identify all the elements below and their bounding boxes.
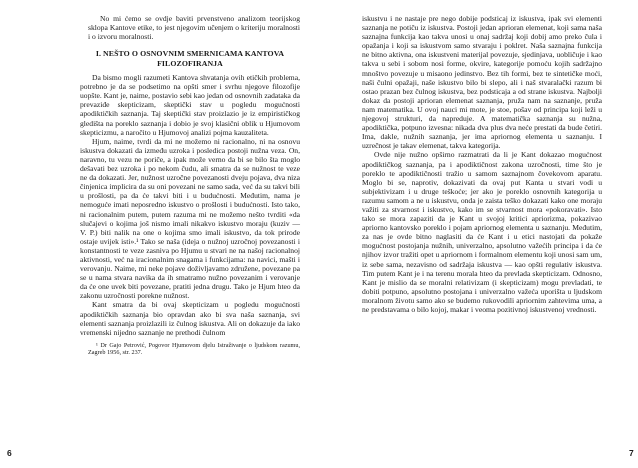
left-page xyxy=(80,14,300,357)
intro-paragraph: No mi ćemo se ovdje baviti prvenstveno analizom teorijskog sklopa Kantove etike, to jest njegovim učenjem o kriteriju moralnosti i o izvoru moralnosti. xyxy=(88,14,300,42)
page-number-left: 6 xyxy=(7,448,12,458)
body-paragraph-2: Hjum, naime, tvrdi da mi ne možemo ni racionalno, ni na osnovu iskustva dokazati da između uzroka i posledica postoji nužna veza. On, naravno, tu vezu ne poriče, a ipak može verno da bi se bilo šta moglo dešavati bez uzroka i po nekom čudu, ali smatra da se nužnost te veze ne da dokazati. Jer, nužnost uzročne povezanosti dveju pojava, dva niza činjenica implicira da su oni povezani ne samo sada, već da su takvi bili u prošlosti, pa da će takvi biti i u budućnosti. Međutim, nama je nemoguće imati neposredno iskustvo o prošlosti i budućnosti. Isto tako, ni racionalnim putem, putem razuma mi ne možemo nešto tvrditi «da slučajevi o kojima još nismo imali nikakvo iskustvo moraju (kuziv — V. P.) biti nalik na one o kojima smo imali iskustvo, da tok prirode ostaje uvijek isti».¹ Tako se naša (ideja o nužnoj uzročnoj povezanosti i konstantnosti te veze zasniva po Hjumu u stvari ne na našoj racionalnoj aktivnosti, već na iracionalnim snagama i funkcijama: na navici, mašti i verovanju. Naime, mi neke pojave doživljavamo združene, povezane pa se u nama stvara navika da ih smatramo nužno povezanim i verovanje da će one uvek biti povezane, pratiti jedna drugu. Tako je Hjum hteo da zakonu uzročnosti porekne nužnost. xyxy=(80,136,300,301)
body-paragraph-continued: iskustvu i ne nastaje pre nego dobije podsticaj iz iskustva, ipak svi elementi saznanja ne potiču iz iskustva. Postoji jedan aprioran elemenat, koji sama naša saznajna funkcija kao takva unosi u onaj sadržaj koji dobij amo preko čula i opažanja i koji sa iskustvom samo stvaraju i poklret. Naša saznajna funkcija ne bitno aktivna, ona iskustveni materijal povezuje, sjedinjava, uobličuje i kao takva u sebi i sobom nosi forme, okvire, kategorije pomoću kojih sadržajno mnoštvo povezuje u misaono jedinstvo. Bez tih formi, bez te sintetičke moći, naši čulni opažaji, naše iskustvo bilo bi slepo, ali i naš stvaralački razum bi ostao prazan bez čulnog iskustva, bez podsticaja a od strane iskustva. Najbolji dokaz da postoji aprioran elemenat saznanja, pruža nam na saznanje, pruža nam matematika. U ovoj nauci mi mote, je stoe, pošav od principa koji leži u njegovoj strukturi, da napreduje. A matematička saznanja su nužna, apodiktička, potpuno izvesna: nikada dva plus dva neće prestati da bude četiri. Ima, dakle, nužnih saznanja, jer ima apriornog elementa u saznanju. I uzrečnost je takav elemenat, takva kategorija. xyxy=(362,14,602,151)
section-heading-line-2: FILOZOFIRANJA xyxy=(157,58,223,68)
page-number-right: 7 xyxy=(629,448,634,458)
body-paragraph-next: Ovde nije nužno opširno razmatrati da li je Kant dokazao mogućnost apodiktičkog saznanja, pa i apodiktičnost zakona uzročnosti, time što je poreklo te apodiktičnosti tražio u samom saznajnom čovekovom aparatu. Moglo bi se, naprotiv, dokazivati da ovaj put Kanta u stvari vodi u subjektivizam i u druge teškoće; jer ako je poreklo osnovnih kategorija u razumu samom a ne u iskustvu, onda je zaista teško dokazati kako one moraju važiti za stvarnost i iskustvo, kako im se stvarnost mora «pokoravati». Isto tako se mora zapaziti da je Kant u svojoj kritici apriorizma, pokazivao apriorno kantovsko poreklo i pojam apriornog elementa u saznanju. Međutim, za nas je ovde bitno naglasiti da će Kant i u etici nastojati da pokaže mogućnost postojanja nužnih, univerzalno, apsolutno važećih principa i da će njihov izvor tražiti opet u apriornom i formalnom elementu koji unosi sam um, iz sebe sama, nezavisno od sadržaja iskustva — kao opšti regulativ iskustva. Tim putem Kant je i na terenu morala hteo da prevlada skepticizam. Odnosno, Kant je mislio da se moralni relativizam (i skepticizam) mogu prevladati, te dobiti potpuno, apsolutno postojana i univerzalno važeća uporišta u ljudskom moralnom životu samo ako se budemo rukovodili apriornim zahtevima uma, a ne predstavama o bilo kojoj, makar i veoma pozitivnoj iskustvenoj vrednosti. xyxy=(362,150,602,314)
section-heading xyxy=(80,49,300,68)
footnote: ¹ Dr Gajo Petrović, Pogovor Hjumovom djelu Istraživanje o ljudskom razumu, Zagreb 1956, str. 237. xyxy=(88,341,300,357)
body-paragraph-3: Kant smatra da bi ovaj skepticizam u pogledu mogućnosti apodiktičkih saznanja bio opravdan ako bi sva naša saznanja, svi elementi saznanja proizlazili iz čulnog iskustva. Ali on dokazuje da iako vremenski nijedno saznanje ne prethodi čulnom xyxy=(80,300,300,337)
section-heading-line-1: I. NEŠTO O OSNOVNIM SMERNICAMA KANTOVA xyxy=(95,49,285,59)
right-page xyxy=(362,14,602,314)
body-paragraph-1: Da bismo mogli razumeti Kantova shvatanja ovih etičkih problema, potrebno je da se podsetimo na opšti smer i svrhu njegove filozofije uopšte. Kant je, naime, postavio sebi kao jedan od osnovnih zadataka da prevaziđe skepticizam, skeptički stav u pogledu mogućnosti apodiktičkih saznanja. Taj skeptički stav proizlazio je iz empirističkog gledišta na poreklo saznanja i dobio je svoj klasični oblik u Hjumovom skepticizmu, a naročito u Hjumovoj analizi pojma kauzaliteta. xyxy=(80,73,300,137)
